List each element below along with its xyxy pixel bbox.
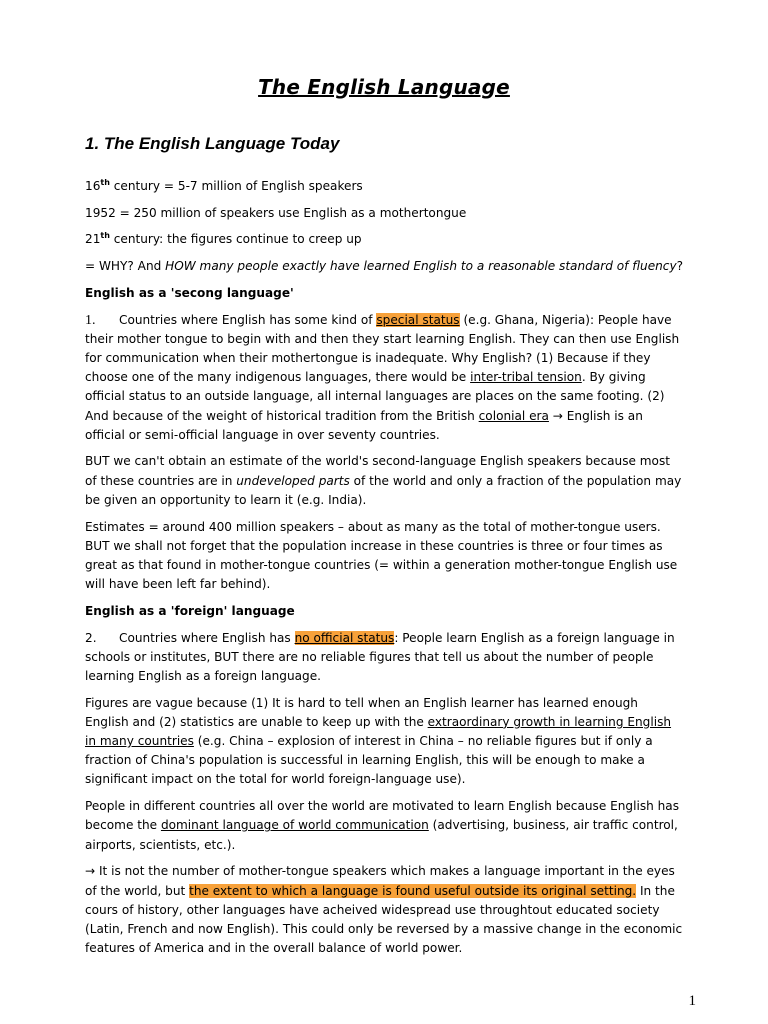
italic-text: HOW many people exactly have learned English to a reasonable standard of fluency [165,259,677,274]
list-number: 1. [85,312,96,328]
text-run: 16 [85,179,101,193]
text-run: Countries where English has [119,630,295,645]
text-run: People in different countries all over the world are motivated to learn English because English has become the [85,799,680,833]
text-run: Figures are vague because (1) It is hard to tell when an English learner has learned enough English and (2) statistics are unable to keep up with the [85,695,638,729]
highlighted-text: special status [376,312,460,327]
text-run: : People learn English as a foreign language in schools or institutes, BUT there are no reliable figures that tell us about the number of people learning English as a foreign language. [85,630,675,683]
highlighted-text: the extent to which a language is found useful outside its original setting. [189,883,637,898]
paragraph-why [85,257,685,276]
underlined-text: extraordinary growth in learning English in many countries [85,714,672,749]
paragraph-21st-century [85,230,685,249]
paragraph-foreign-language-1 [85,629,685,687]
underlined-text: inter-tribal tension [470,370,582,385]
text-run: 21 [85,232,101,247]
document-title: The English Language [258,75,510,99]
paragraph-second-language-2 [85,452,685,510]
text-run: In the cours of history, other languages have acheived widespread use throughtout educated society (Latin, French and now English). This could only be reversed by a massive change in the economic features of America and in the overall balance of world power. [85,883,683,956]
text-run: (advertising, business, air traffic control, airports, scientists, etc.). [85,818,678,852]
italic-text: undeveloped parts [236,473,350,488]
text-run: century: the figures continue to creep up [109,232,362,247]
text-run: = WHY? And [85,259,166,274]
paragraph-foreign-language-4 [85,862,685,958]
page-number: 1 [688,993,696,1009]
text-run: of the world and only a fraction of the population may be given an opportunity to learn it (e.g. India). [85,473,682,507]
text-run: BUT we can't obtain an estimate of the world's second-language English speakers because most of these countries are in [85,454,670,488]
paragraph-foreign-language-2 [85,694,685,790]
text-run: (e.g. China – explosion of interest in China – no reliable figures but if only a fraction of China's population is successful in learning English, this will be enough to make a significant impact on the total for world foreign-language use). [85,734,653,787]
text-run: (e.g. Ghana, Nigeria): People have their mother tongue to begin with and then they start learning English. They can then use English for communication when their mothertongue is inadequate. Why English? (1) Because if they choose one of the many indigenous languages, there would be [85,312,680,385]
paragraph-16th-century [85,177,685,196]
underlined-text: dominant language of world communication [160,818,429,833]
highlighted-text: no official status [294,630,395,645]
section-heading: 1. The English Language Today [85,134,340,153]
subheading-second-language: English as a 'secong language' [85,285,294,300]
text-run: . By giving official status to an outside language, all internal languages are places on the same footing. (2) And because of the weight of historical tradition from the British [85,370,665,423]
paragraph-1952: 1952 = 250 million of speakers use English as a mothertongue [85,205,467,220]
paragraph-foreign-language-3 [85,797,685,855]
paragraph-second-language-1 [85,311,685,445]
text-run: → English is an official or semi-official language in over seventy countries. [85,408,643,442]
superscript: th [100,231,110,241]
document-body [85,177,685,966]
list-number: 2. [85,630,97,645]
text-run: → It is not the number of mother-tongue speakers which makes a language important in the eyes of the world, but [85,864,675,898]
underlined-text: colonial era [478,408,549,423]
subheading-foreign-language: English as a 'foreign' language [85,603,295,618]
text-run: Countries where English has some kind of [119,312,377,327]
paragraph-second-language-3: Estimates = around 400 million speakers – about as many as the total of mother-tongue users. BUT we shall not forget that the population increase in these countries is three or four times as great as that found in mother-tongue countries (= within a generation mother-tongue English use will have been left far behind). [85,519,678,592]
text-run: century = 5-7 million of English speakers [109,179,363,193]
superscript: th [100,177,110,187]
text-run: ? [676,259,684,274]
